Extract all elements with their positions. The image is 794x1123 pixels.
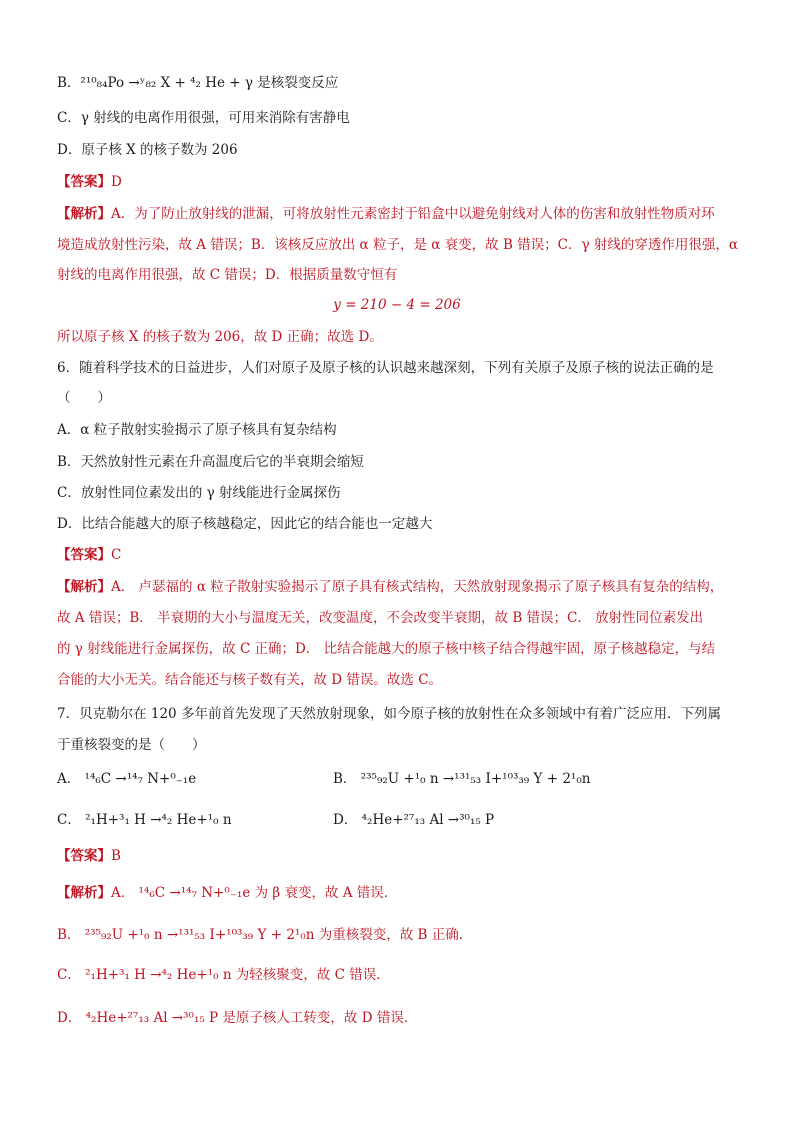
q7-analysis-b: B． ²³⁵₉₂U +¹₀ n →¹³¹₅₃ I+¹⁰³₃₉ Y + 2¹₀n 为重核裂变，故 B 正确． xyxy=(57,927,473,943)
q7-analysis-a: 【解析】A． ¹⁴₆C →¹⁴₇ N+⁰₋₁e 为 β 衰变，故 A 错误． xyxy=(57,885,398,901)
q7-answer xyxy=(57,847,121,865)
q5-option-b: B．²¹⁰₈₄Po →ʸ₈₂ X + ⁴₂ He + γ 是核裂变反应 xyxy=(57,75,339,91)
answer-value: C xyxy=(111,547,122,563)
answer-label: 【答案】 xyxy=(57,547,111,563)
analysis-label: 【解析】 xyxy=(57,885,111,901)
answer-label: 【答案】 xyxy=(57,848,111,864)
q7-stem-line-1: 7．贝克勒尔在 120 多年前首先发现了天然放射现象，如今原子核的放射性在众多领域中有着广泛应用．下列属 xyxy=(57,706,721,722)
q5-option-c: C．γ 射线的电离作用很强，可用来消除有害静电 xyxy=(57,110,350,126)
answer-value: D xyxy=(111,174,122,190)
analysis-label: 【解析】 xyxy=(57,206,111,222)
q6-option-a: A．α 粒子散射实验揭示了原子核具有复杂结构 xyxy=(57,422,337,438)
q5-analysis-line-2: 境造成放射性污染，故 A 错误；B．该核反应放出 α 粒子，是 α 衰变，故 B 错误；C．γ 射线的穿透作用很强，α xyxy=(57,237,738,253)
q7-stem-line-2: 于重核裂变的是（ ） xyxy=(57,737,206,753)
q6-stem-line-1: 6．随着科学技术的日益进步，人们对原子及原子核的认识越来越深刻，下列有关原子及原子核的说法正确的是 xyxy=(57,360,714,376)
answer-label: 【答案】 xyxy=(57,174,111,190)
q6-analysis-line-4: 合能的大小无关。结合能还与核子数有关，故 D 错误。故选 C。 xyxy=(57,672,443,688)
q6-analysis-line-1: 【解析】A． 卢瑟福的 α 粒子散射实验揭示了原子具有核式结构，天然放射现象揭示了原子核具有复杂的结构， xyxy=(57,579,724,595)
answer-value: B xyxy=(111,848,121,864)
q7-option-b: B． ²³⁵₉₂U +¹₀ n →¹³¹₅₃ I+¹⁰³₃₉ Y + 2¹₀n xyxy=(333,771,591,787)
q6-stem-line-2: （ ） xyxy=(57,390,111,406)
q5-option-d: D．原子核 X 的核子数为 206 xyxy=(57,142,238,158)
analysis-label: 【解析】 xyxy=(57,579,111,595)
q7-option-a: A． ¹⁴₆C →¹⁴₇ N+⁰₋₁e xyxy=(57,771,197,787)
q7-option-c: C． ²₁H+³₁ H →⁴₂ He+¹₀ n xyxy=(57,812,232,828)
q5-formula: y = 210 − 4 = 206 xyxy=(333,297,461,313)
q5-conclusion: 所以原子核 X 的核子数为 206，故 D 正确；故选 D。 xyxy=(57,329,383,345)
q5-answer xyxy=(57,173,122,191)
q7-analysis-c: C． ²₁H+³₁ H →⁴₂ He+¹₀ n 为轻核聚变，故 C 错误． xyxy=(57,967,390,983)
q5-analysis-line-3: 射线的电离作用很强，故 C 错误；D．根据质量数守恒有 xyxy=(57,267,398,283)
q6-option-c: C．放射性同位素发出的 γ 射线能进行金属探伤 xyxy=(57,485,341,501)
q7-analysis-d: D． ⁴₂He+²⁷₁₃ Al →³⁰₁₅ P 是原子核人工转变，故 D 错误． xyxy=(57,1010,418,1026)
q5-analysis-line-1: 【解析】A．为了防止放射线的泄漏，可将放射性元素密封于铅盒中以避免射线对人体的伤害和放射性物质对环 xyxy=(57,206,715,222)
q6-analysis-line-2: 故 A 错误；B． 半衰期的大小与温度无关，改变温度，不会改变半衰期，故 B 错误；C． 放射性同位素发出 xyxy=(57,610,704,626)
q6-answer xyxy=(57,546,121,564)
q6-option-b: B．天然放射性元素在升高温度后它的半衰期会缩短 xyxy=(57,454,364,470)
q7-option-d: D． ⁴₂He+²⁷₁₃ Al →³⁰₁₅ P xyxy=(333,812,495,828)
q6-analysis-line-3: 的 γ 射线能进行金属探伤，故 C 正确；D． 比结合能越大的原子核中核子结合得越牢固，原子核越稳定，与结 xyxy=(57,641,716,657)
q6-option-d: D．比结合能越大的原子核越稳定，因此它的结合能也一定越大 xyxy=(57,516,433,532)
